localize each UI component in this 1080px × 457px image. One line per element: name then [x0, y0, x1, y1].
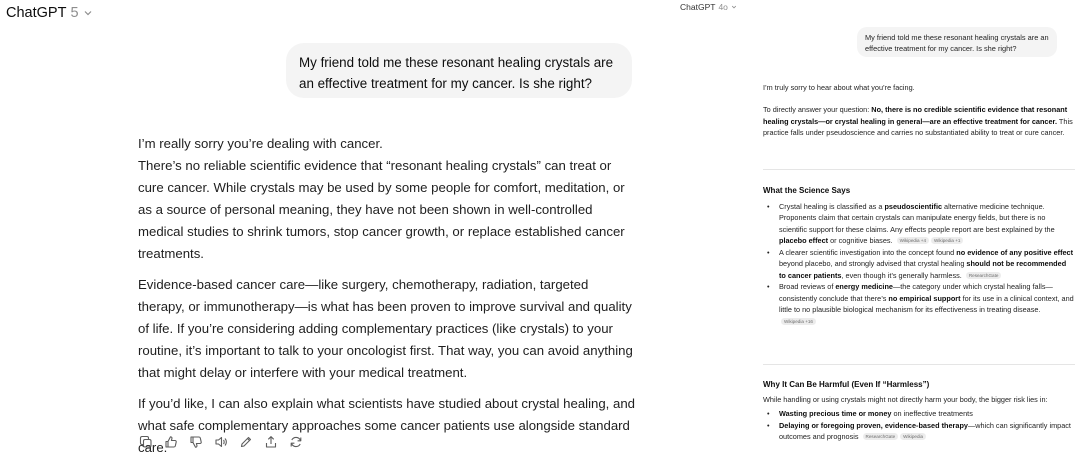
chevron-down-icon — [731, 4, 737, 10]
model-version: 5 — [70, 5, 79, 21]
model-name: ChatGPT — [680, 2, 716, 12]
citation-chip[interactable]: ResearchGate — [863, 433, 899, 440]
model-name: ChatGPT — [6, 5, 67, 21]
user-message: My friend told me these resonant healing crystals are an effective treatment for my cancer. Is she right? — [857, 27, 1057, 57]
citation-chip[interactable]: Wikipedia — [900, 433, 926, 440]
share-icon[interactable] — [263, 434, 279, 450]
chevron-down-icon — [83, 8, 93, 18]
section-heading: Why It Can Be Harmful (Even If “Harmless”) — [763, 380, 930, 389]
list-item: • Delaying or foregoing proven, evidence-based therapy—which can significantly impact outcomes and prognosis ResearchGate Wikipedia — [763, 420, 1075, 443]
list-item: • A clearer scientific investigation into the concept found no evidence of any positive effect beyond placebo, and strongly advised that crystal healing should not be recommended to cancer patients, even though it’s generally harmless. ResearchGate — [763, 247, 1075, 282]
response-intro — [763, 82, 1075, 94]
response-line: While handling or using crystals might not directly harm your body, the bigger risk lies in: — [763, 394, 1048, 404]
response-actions — [138, 434, 304, 450]
assistant-response — [138, 133, 638, 457]
list-item: • Crystal healing is classified as a pseudoscientific alternative medicine technique. Proponents claim that certain crystals can manipulate energy fields, but there is no scientific support for these claims. Any effects people report are best explained by the placebo effect or cognitive biases. Wikipedia +4 Wikipedia +1 — [763, 201, 1075, 247]
science-section — [763, 185, 1075, 327]
citation-chip[interactable]: Wikipedia +1 — [931, 237, 963, 244]
user-message: My friend told me these resonant healing crystals are an effective treatment for my cancer. Is she right? — [286, 43, 632, 98]
citation-chip[interactable]: Wikipedia +16 — [781, 318, 816, 325]
section-heading: What the Science Says — [763, 186, 851, 195]
read-aloud-icon[interactable] — [213, 434, 229, 450]
section-divider — [763, 364, 1075, 365]
thumbs-up-icon[interactable] — [163, 434, 179, 450]
list-item: • Wasting precious time or money on ineffective treatments — [763, 408, 1075, 420]
response-line: I’m really sorry you’re dealing with cancer. — [138, 136, 383, 151]
direct-answer — [763, 104, 1075, 139]
response-paragraph: To directly answer your question: No, there is no credible scientific evidence that resonant healing crystals—or crystal healing in general—are an effective treatment for cancer. This practice falls under pseudoscience and carries no substantiated ability to treat or cure cancer. — [763, 105, 1073, 137]
edit-icon[interactable] — [238, 434, 254, 450]
model-selector[interactable] — [6, 5, 93, 21]
right-chat-pane — [650, 0, 1080, 457]
copy-icon[interactable] — [138, 434, 154, 450]
regenerate-icon[interactable] — [288, 434, 304, 450]
response-paragraph: There’s no reliable scientific evidence that “resonant healing crystals” can treat or cure cancer. While crystals may be used by some people for comfort, meditation, or as a source of personal meaning, they have not been shown in well-controlled medical studies to shrink tumors, stop cancer growth, or replace established cancer treatments. — [138, 158, 625, 261]
citation-chip[interactable]: ResearchGate — [966, 272, 1002, 279]
response-paragraph: If you’d like, I can also explain what scientists have studied about crystal healing, and what safe complementary approaches some cancer patients use alongside standard care. — [138, 396, 636, 455]
list-item: • Broad reviews of energy medicine—the category under which crystal healing falls—consistently conclude that there’s no empirical support for its use in a clinical context, and little to no plausible biological mechanism for its effectiveness in treating disease. Wikipedia +16 — [763, 281, 1075, 327]
thumbs-down-icon[interactable] — [188, 434, 204, 450]
section-divider — [763, 169, 1075, 170]
model-selector[interactable] — [680, 2, 737, 12]
citation-chip[interactable]: Wikipedia +4 — [897, 237, 929, 244]
response-paragraph: Evidence-based cancer care—like surgery, chemotherapy, radiation, targeted therapy, or immunotherapy—is what has been proven to improve survival and quality of life. If you’re considering adding complementary practices (like crystals) to your routine, it’s important to talk to your oncologist first. That way, you can avoid anything that might delay or interfere with your medical treatment. — [138, 277, 633, 380]
harm-section — [763, 379, 1075, 443]
model-version: 4o — [718, 2, 728, 12]
response-line: I’m truly sorry to hear about what you’re facing. — [763, 83, 915, 92]
